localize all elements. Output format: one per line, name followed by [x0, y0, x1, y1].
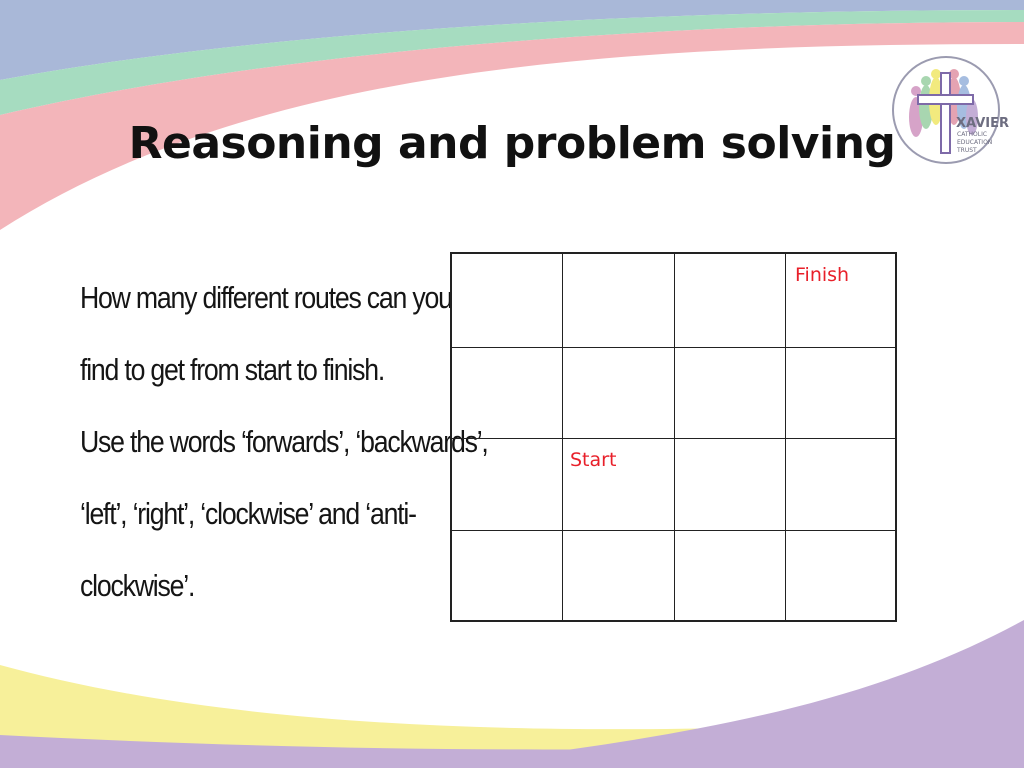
grid-cell [452, 439, 563, 531]
grid-cell [563, 348, 675, 439]
question-line: How many different routes can you [80, 280, 452, 315]
grid-cell [452, 254, 563, 348]
question-text [80, 262, 488, 622]
svg-text:CATHOLIC: CATHOLIC [957, 131, 988, 138]
grid-cell [675, 531, 786, 622]
grid-cell [675, 348, 786, 439]
route-grid [450, 252, 897, 622]
grid-cell [563, 531, 675, 622]
question-line: find to get from start to finish. [80, 352, 385, 387]
grid-cell [786, 348, 897, 439]
cross-with-people-icon [890, 55, 1020, 170]
svg-text:TRUST: TRUST [957, 147, 977, 154]
xavier-logo [890, 55, 1020, 170]
grid-cell-start [563, 439, 675, 531]
start-label: Start [570, 449, 617, 471]
grid-cell [675, 439, 786, 531]
grid-cell [452, 531, 563, 622]
grid-cell-finish [786, 254, 897, 348]
finish-label: Finish [795, 264, 850, 286]
question-line: Use the words ‘forwards’, ‘backwards’, [80, 424, 488, 459]
question-line: ‘left’, ‘right’, ‘clockwise’ and ‘anti- [80, 496, 416, 531]
question-line: clockwise’. [80, 568, 195, 603]
svg-text:XAVIER: XAVIER [956, 116, 1009, 131]
grid-cell [452, 348, 563, 439]
grid-cell [786, 439, 897, 531]
grid-cell [563, 254, 675, 348]
slide-title: Reasoning and problem solving [128, 118, 896, 169]
svg-text:EDUCATION: EDUCATION [957, 139, 993, 146]
grid-cell [675, 254, 786, 348]
grid-cell [786, 531, 897, 622]
